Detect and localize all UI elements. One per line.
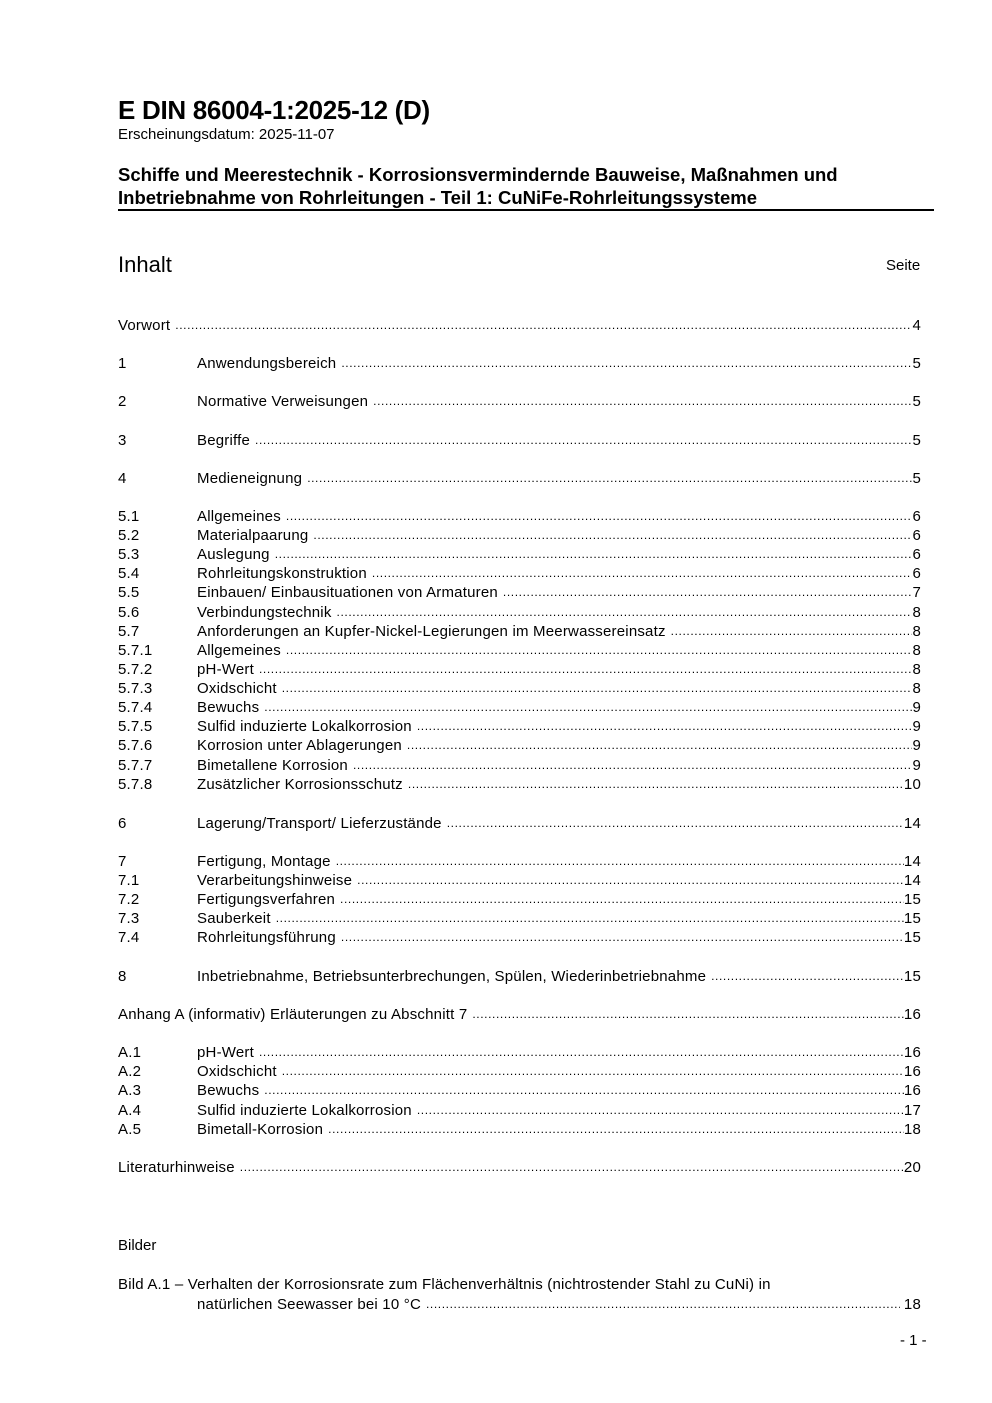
toc-entry-number: 7.4 [118,929,140,946]
toc-entry[interactable] [118,316,921,335]
toc-leader-dots [503,583,913,602]
toc-entry-page: 18 [903,1121,921,1138]
toc-leader-dots [286,507,913,526]
toc-entry-page: 17 [903,1102,921,1119]
toc-leader-dots [259,1043,904,1062]
toc-entry-page: 8 [912,604,921,621]
toc-entry-title: Allgemeines [197,508,281,525]
toc-entry-page: 7 [912,584,921,601]
toc-entry-title: Anwendungsbereich [197,355,337,372]
toc-entry-page: 15 [903,968,921,985]
toc-entry-number: 7 [118,853,127,870]
toc-entry[interactable] [118,431,921,450]
toc-leader-dots [282,1062,904,1081]
toc-leader-dots [307,469,912,488]
toc-entry[interactable] [118,660,921,679]
toc-leader-dots [711,967,904,986]
toc-entry-number: 5.6 [118,604,140,621]
toc-entry-title: Fertigungsverfahren [197,891,336,908]
toc-entry[interactable] [118,890,921,909]
toc-leader-dots [259,660,912,679]
toc-entry-title: Anforderungen an Kupfer-Nickel-Legierungen im Meerwassereinsatz [197,623,666,640]
toc-leader-dots [353,756,913,775]
toc-entry-page: 16 [903,1006,921,1023]
toc-entry-number: 5.7.6 [118,737,153,754]
toc-entry-page: 5 [912,470,921,487]
toc-entry-number: 5.7.8 [118,776,153,793]
toc-entry-page: 9 [912,718,921,735]
toc-entry[interactable] [118,526,921,545]
toc-entry[interactable] [118,622,921,641]
toc-entry-number: A.3 [118,1082,142,1099]
toc-leader-dots [472,1005,904,1024]
document-title-line-1: Schiffe und Meerestechnik - Korrosionsvermindernde Bauweise, Maßnahmen und [118,164,838,185]
toc-entry-title: pH-Wert [197,661,254,678]
toc-entry-title: Auslegung [197,546,270,563]
toc-entry[interactable] [118,717,921,736]
figure-entry-line-2 [197,1295,921,1314]
toc-entry[interactable] [118,756,921,775]
toc-leader-dots [336,852,904,871]
toc-entry-page: 16 [903,1044,921,1061]
toc-leader-dots [175,316,912,335]
toc-entry[interactable] [118,775,921,794]
toc-entry-number: 8 [118,968,127,985]
toc-entry[interactable] [118,641,921,660]
title-divider [118,209,934,211]
figure-entry-title-line-1: Bild A.1 – Verhalten der Korrosionsrate zum Flächenverhältnis (nichtrostender Stahl zu CuNi) in [118,1276,771,1293]
toc-entry-page: 5 [912,432,921,449]
toc-entry-title: Verarbeitungshinweise [197,872,353,889]
toc-entry-title: Sulfid induzierte Lokalkorrosion [197,718,412,735]
toc-entry[interactable] [118,736,921,755]
toc-entry-title: Bimetallene Korrosion [197,757,348,774]
toc-entry-number: 7.1 [118,872,140,889]
toc-entry-title: Literaturhinweise [118,1159,235,1176]
toc-entry-page: 8 [912,623,921,640]
toc-entry-page: 5 [912,393,921,410]
page-column-label: Seite [886,257,921,274]
toc-leader-dots [276,909,904,928]
toc-entry-title: Medieneignung [197,470,303,487]
toc-entry-title: Lagerung/Transport/ Lieferzustände [197,815,442,832]
toc-entry-number: 5.2 [118,527,140,544]
toc-leader-dots [373,392,912,411]
toc-entry-page: 10 [903,776,921,793]
toc-entry-page: 16 [903,1063,921,1080]
toc-heading: Inhalt [118,252,172,277]
toc-entry[interactable] [118,1081,921,1100]
toc-entry-page: 8 [912,642,921,659]
document-title [118,163,933,209]
toc-entry[interactable] [118,1005,921,1024]
toc-entry-title: pH-Wert [197,1044,254,1061]
toc-entry-title: Rohrleitungsführung [197,929,336,946]
toc-entry-number: 7.3 [118,910,140,927]
toc-entry-title: Bewuchs [197,1082,260,1099]
toc-entry-title: Allgemeines [197,642,281,659]
toc-entry-number: 5.7.2 [118,661,153,678]
figure-entry-title-line-2: natürlichen Seewasser bei 10 °C [197,1296,421,1313]
toc-entry[interactable] [118,1043,921,1062]
toc-entry-title: Oxidschicht [197,1063,277,1080]
toc-entry-number: 5.4 [118,565,140,582]
toc-entry-page: 8 [912,661,921,678]
toc-entry-number: 5.7.5 [118,718,153,735]
toc-leader-dots [417,1101,904,1120]
publication-date: Erscheinungsdatum: 2025-11-07 [118,126,335,143]
toc-entry-number: 5.7 [118,623,140,640]
toc-entry-title: Rohrleitungskonstruktion [197,565,367,582]
toc-entry[interactable] [118,909,921,928]
toc-leader-dots [264,698,912,717]
figures-heading: Bilder [118,1237,157,1254]
toc-entry-page: 14 [903,853,921,870]
toc-leader-dots [426,1295,900,1314]
toc-leader-dots [240,1158,904,1177]
toc-entry[interactable] [118,852,921,871]
toc-entry-number: 2 [118,393,127,410]
toc-entry-title: Begriffe [197,432,251,449]
toc-entry[interactable] [118,928,921,947]
toc-entry[interactable] [118,354,921,373]
toc-entry-number: 5.1 [118,508,140,525]
toc-entry-number: 3 [118,432,127,449]
document-title-line-2: Inbetriebnahme von Rohrleitungen - Teil 1: CuNiFe-Rohrleitungssysteme [118,187,758,208]
toc-leader-dots [357,871,904,890]
toc-entry-page: 9 [912,757,921,774]
toc-entry[interactable] [118,679,921,698]
toc-entry-number: 5.5 [118,584,140,601]
toc-leader-dots [282,679,913,698]
toc-entry[interactable] [118,1158,921,1177]
toc-entry[interactable] [118,583,921,602]
toc-entry[interactable] [118,1062,921,1081]
toc-entry-title: Inbetriebnahme, Betriebsunterbrechungen, Spülen, Wiederinbetriebnahme [197,968,707,985]
toc-leader-dots [313,526,912,545]
toc-entry-page: 6 [912,565,921,582]
toc-entry-title: Anhang A (informativ) Erläuterungen zu Abschnitt 7 [118,1006,468,1023]
toc-entry-number: A.1 [118,1044,142,1061]
toc-entry-page: 15 [903,910,921,927]
toc-entry-title: Sulfid induzierte Lokalkorrosion [197,1102,412,1119]
toc-entry-number: 5.7.3 [118,680,153,697]
toc-leader-dots [341,928,904,947]
toc-entry-page: 6 [912,527,921,544]
toc-leader-dots [328,1120,904,1139]
toc-entry-title: Fertigung, Montage [197,853,331,870]
toc-entry-page: 9 [912,699,921,716]
toc-leader-dots [417,717,913,736]
toc-entry-page: 4 [912,317,921,334]
toc-leader-dots [275,545,913,564]
toc-entry-number: 5.7.7 [118,757,153,774]
toc-entry-page: 15 [903,929,921,946]
toc-entry-page: 6 [912,508,921,525]
toc-entry-number: 5.3 [118,546,140,563]
toc-entry[interactable] [118,392,921,411]
toc-entry-page: 16 [903,1082,921,1099]
page-number: - 1 - [900,1332,927,1349]
toc-entry-page: 8 [912,680,921,697]
toc-leader-dots [264,1081,904,1100]
toc-entry-page: 15 [903,891,921,908]
toc-entry[interactable] [118,603,921,622]
toc-entry[interactable] [118,814,921,833]
toc-entry-title: Oxidschicht [197,680,277,697]
toc-entry[interactable] [118,871,921,890]
toc-entry-number: A.5 [118,1121,142,1138]
toc-leader-dots [286,641,913,660]
figure-entry-page: 18 [903,1296,921,1313]
toc-leader-dots [255,431,912,450]
toc-leader-dots [671,622,913,641]
toc-entry-title: Korrosion unter Ablagerungen [197,737,402,754]
toc-entry[interactable] [118,698,921,717]
toc-entry-title: Bewuchs [197,699,260,716]
toc-leader-dots [407,736,913,755]
toc-entry[interactable] [118,545,921,564]
toc-entry-page: 14 [903,872,921,889]
toc-entry-title: Verbindungstechnik [197,604,332,621]
toc-entry-title: Sauberkeit [197,910,271,927]
toc-entry-page: 9 [912,737,921,754]
toc-entry[interactable] [118,1101,921,1120]
toc-entry-number: 7.2 [118,891,140,908]
toc-entry-title: Materialpaarung [197,527,309,544]
toc-entry-page: 20 [903,1159,921,1176]
toc-entry-title: Vorwort [118,317,171,334]
toc-entry-title: Bimetall-Korrosion [197,1121,324,1138]
toc-leader-dots [447,814,904,833]
toc-leader-dots [340,890,904,909]
toc-leader-dots [337,603,913,622]
document-id: E DIN 86004-1:2025-12 (D) [118,95,430,125]
toc-entry[interactable] [118,967,921,986]
toc-entry-number: A.4 [118,1102,142,1119]
toc-entry-page: 5 [912,355,921,372]
toc-entry-number: 6 [118,815,127,832]
toc-entry-number: 4 [118,470,127,487]
toc-leader-dots [372,564,913,583]
toc-entry-page: 14 [903,815,921,832]
toc-entry[interactable] [118,469,921,488]
toc-entry-number: 5.7.4 [118,699,153,716]
toc-entry-title: Normative Verweisungen [197,393,369,410]
toc-entry-title: Einbauen/ Einbausituationen von Armaturen [197,584,498,601]
toc-leader-dots [341,354,912,373]
toc-entry[interactable] [118,1120,921,1139]
toc-entry-title: Zusätzlicher Korrosionsschutz [197,776,403,793]
toc-entry-number: A.2 [118,1063,142,1080]
toc-entry-page: 6 [912,546,921,563]
toc-entry-number: 5.7.1 [118,642,153,659]
toc-entry[interactable] [118,507,921,526]
toc-entry-number: 1 [118,355,127,372]
toc-entry[interactable] [118,564,921,583]
toc-leader-dots [408,775,904,794]
